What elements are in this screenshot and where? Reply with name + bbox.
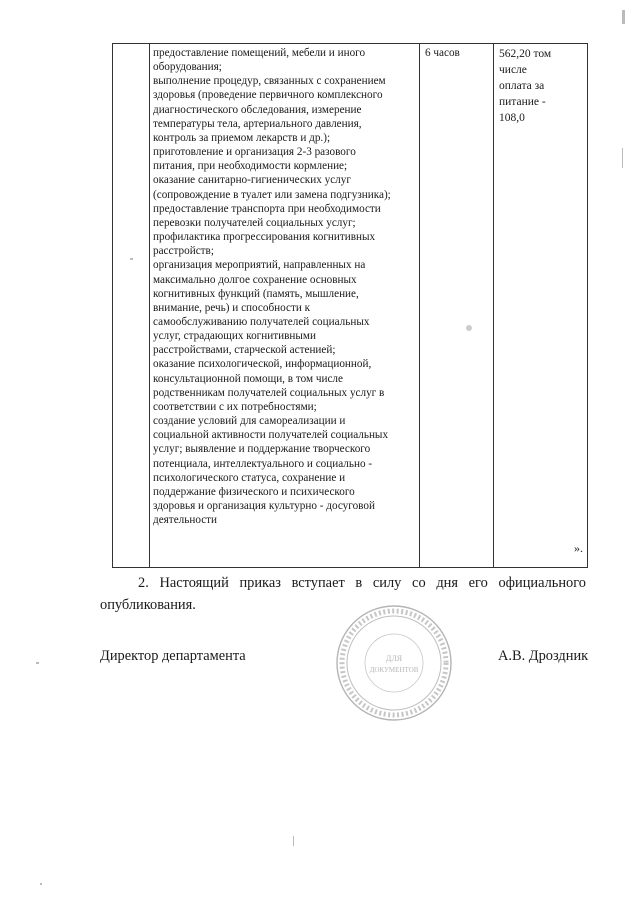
description-line: расстройств; [153, 245, 214, 258]
description-line: перевозки получателей социальных услуг; [153, 216, 356, 229]
description-line: потенциала, интеллектуального и социально - [153, 457, 373, 470]
scan-mark [622, 10, 625, 24]
description-line: соответствии с их потребностями; [153, 400, 317, 413]
time-value: 6 часов [425, 47, 460, 59]
description-line: максимально долгое сохранение основных [153, 273, 357, 286]
description-line: приготовление и организация 2-3 разового [153, 146, 356, 159]
time-cell [420, 44, 494, 568]
description-line: родственникам получателей социальных услуг в [153, 386, 385, 399]
price-line: оплата за [499, 80, 545, 92]
description-line: диагностического обследования, измерение [153, 103, 362, 116]
description-line: оказание психологической, информационной, [153, 358, 372, 371]
services-table [112, 43, 588, 568]
description-line: консультационной помощи, в том числе [153, 372, 343, 385]
price-line: числе [499, 64, 527, 76]
description-line: социальной активности получателей социальных [153, 429, 389, 442]
description-line: поддержание физического и психического [153, 485, 355, 498]
order-clause-line-1: 2. Настоящий приказ вступает в силу со дня его официального [138, 575, 586, 591]
description-line: питания, при необходимости кормление; [153, 160, 348, 173]
description-line: самообслуживанию получателей социальных [153, 315, 370, 328]
description-line: температуры тела, артериального давления, [153, 117, 362, 130]
description-line: здоровья (проведение первичного комплексного [153, 89, 383, 102]
scan-mark [130, 258, 133, 260]
description-line: оказание санитарно-гигиенических услуг [153, 174, 351, 187]
signatory-name: А.В. Дроздник [498, 648, 589, 664]
description-line: когнитивных функций (память, мышление, [153, 287, 359, 300]
price-cell [494, 44, 588, 568]
price-line: питание - [499, 96, 546, 108]
scan-mark [36, 662, 39, 664]
scan-mark [622, 148, 623, 168]
description-line: здоровья и организация культурно - досуговой [153, 500, 375, 512]
scan-mark [40, 883, 42, 885]
description-line: услуг; выявление и поддержание творческого [153, 443, 371, 456]
table-row [113, 44, 588, 568]
price-lines [497, 46, 584, 126]
description-line: услуг, страдающих когнитивными [153, 330, 316, 343]
description-line: предоставление транспорта при необходимости [153, 202, 381, 215]
price-line: 562,20 том [499, 48, 552, 60]
description-cell [150, 44, 420, 568]
description-line: создание условий для самореализации и [153, 415, 346, 428]
svg-text:ДЛЯ: ДЛЯ [385, 654, 403, 663]
description-line: психологического статуса, сохранение и [153, 471, 346, 484]
description-line: внимание, речь) и способности к [153, 301, 311, 314]
description-line: расстройствами, старческой астенией; [153, 344, 336, 357]
scan-mark [466, 325, 472, 331]
description-line: (сопровождение в туалет или замена подгузника); [153, 188, 391, 201]
description-lines [153, 46, 416, 527]
description-line: оборудования; [153, 61, 222, 74]
description-line: контроль за приемом лекарств и др.); [153, 131, 331, 144]
description-line: профилактика прогрессирования когнитивных [153, 231, 376, 244]
description-line: деятельности [153, 514, 218, 527]
signatory-title: Директор департамента [100, 648, 246, 664]
official-seal-stamp [334, 603, 454, 723]
scan-mark [293, 836, 294, 846]
description-line: организация мероприятий, направленных на [153, 259, 366, 272]
closing-quote: ». [574, 541, 583, 555]
description-line: выполнение процедур, связанных с сохранением [153, 75, 386, 88]
number-cell [113, 44, 150, 568]
price-line: 108,0 [499, 112, 525, 124]
svg-text:ДОКУМЕНТОВ: ДОКУМЕНТОВ [369, 666, 419, 674]
order-clause-line-2: опубликования. [100, 597, 196, 613]
description-line: предоставление помещений, мебели и иного [153, 47, 366, 59]
